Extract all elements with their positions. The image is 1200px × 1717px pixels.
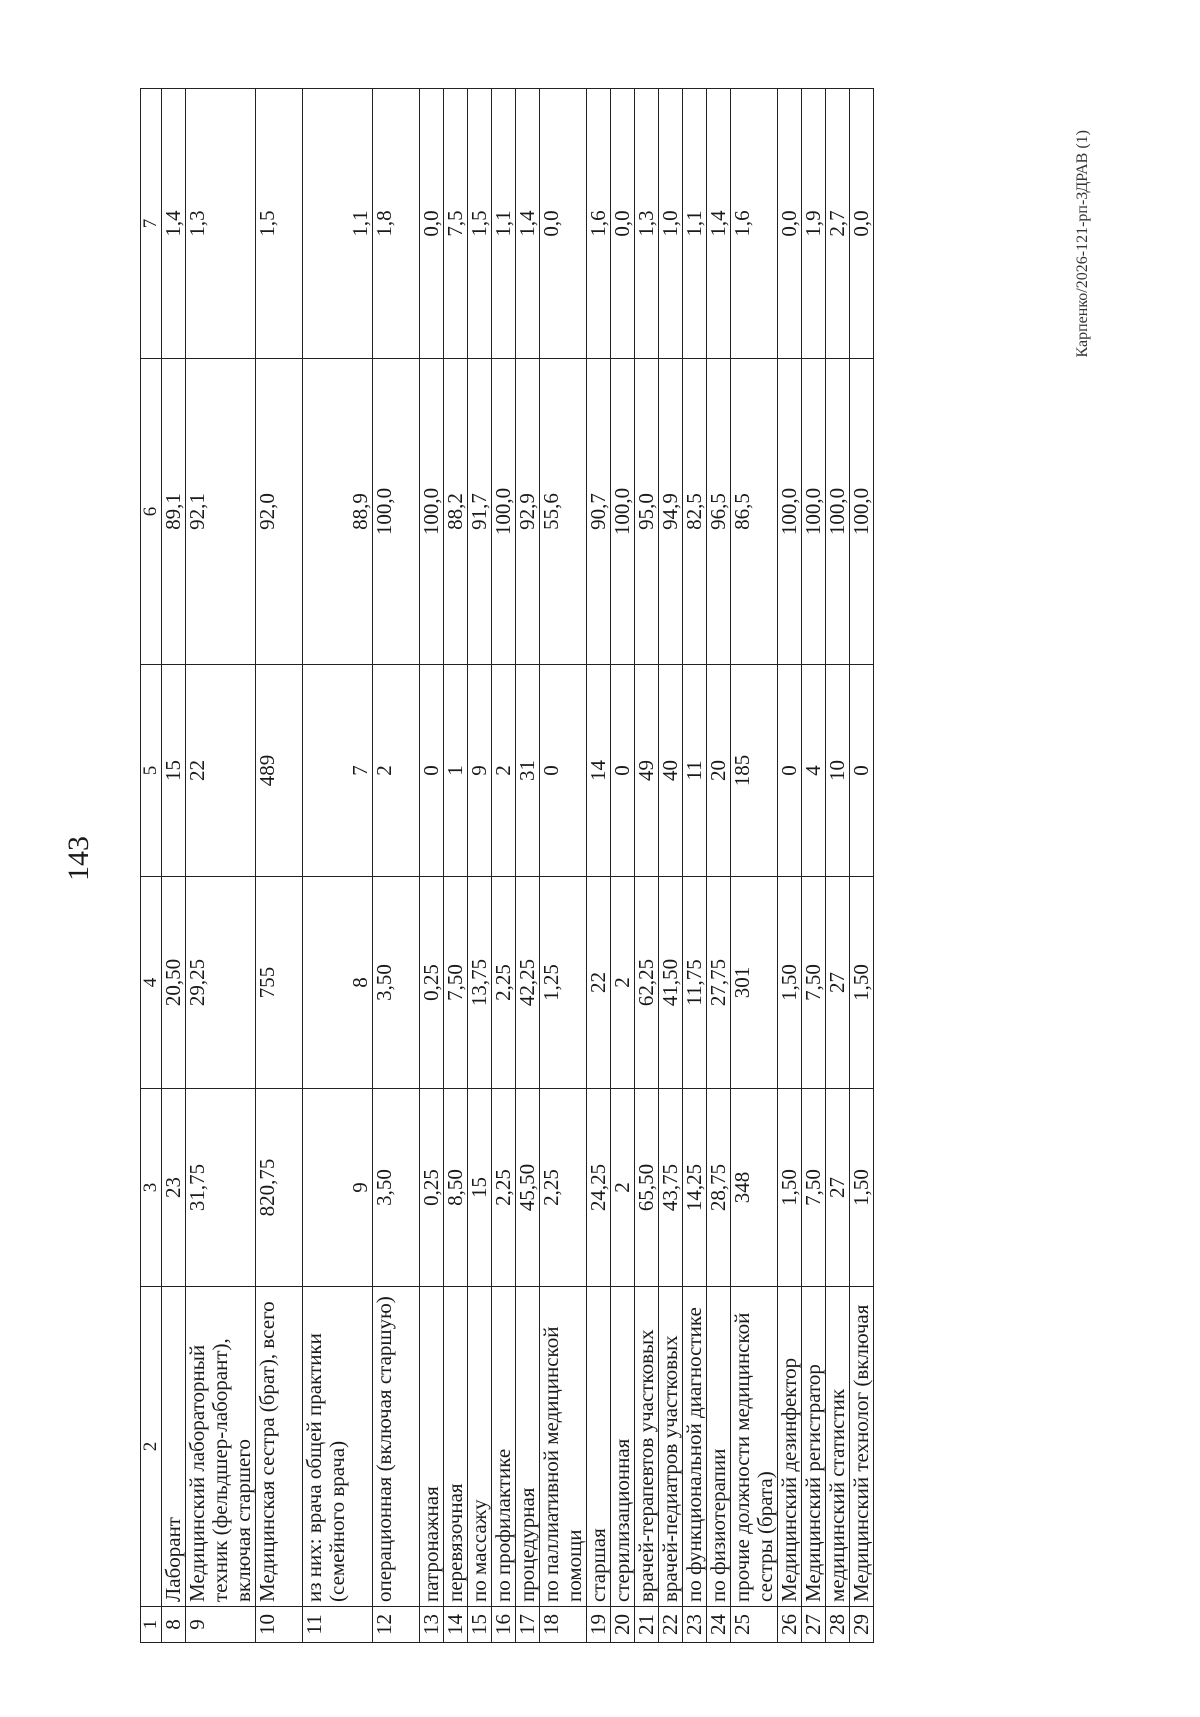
col6-value-cell: 91,7 — [468, 359, 492, 665]
col7-value-cell: 0,0 — [420, 89, 444, 359]
row-name-cell: по функциональной диагностике — [683, 1287, 707, 1607]
col7-value-cell: 1,1 — [303, 89, 373, 359]
col4-value-cell: 29,25 — [186, 877, 256, 1089]
col3-value-cell: 45,50 — [516, 1089, 540, 1287]
col6-value-cell: 86,5 — [731, 359, 778, 665]
row-name-cell: стерилизационная — [611, 1287, 635, 1607]
row-name-cell: из них: врача общей практики (семейного врача) — [303, 1287, 373, 1607]
col7-value-cell: 1,9 — [802, 89, 826, 359]
col4-value-cell: 7,50 — [444, 877, 468, 1089]
col4-value-cell: 1,25 — [540, 877, 587, 1089]
col5-value-cell: 15 — [162, 665, 186, 877]
row-number-cell: 9 — [186, 1607, 256, 1643]
row-number-cell: 19 — [587, 1607, 611, 1643]
col4-value-cell: 1,50 — [850, 877, 874, 1089]
page-number: 143 — [62, 836, 95, 881]
col5-value-cell: 9 — [468, 665, 492, 877]
col4-value-cell: 8 — [303, 877, 373, 1089]
col3-value-cell: 31,75 — [186, 1089, 256, 1287]
row-number-cell: 17 — [516, 1607, 540, 1643]
col4-value-cell: 2,25 — [492, 877, 516, 1089]
col5-value-cell: 11 — [683, 665, 707, 877]
row-number-cell: 15 — [468, 1607, 492, 1643]
row-number-cell: 12 — [373, 1607, 420, 1643]
col6-value-cell: 92,9 — [516, 359, 540, 665]
table-row — [492, 89, 516, 1643]
col6-value-cell: 100,0 — [778, 359, 802, 665]
table-row — [587, 89, 611, 1643]
table-row — [162, 89, 186, 1643]
table-row — [683, 89, 707, 1643]
table-row — [826, 89, 850, 1643]
col4-value-cell: 41,50 — [659, 877, 683, 1089]
col4-value-cell: 301 — [731, 877, 778, 1089]
col5-value-cell: 0 — [420, 665, 444, 877]
col7-value-cell: 0,0 — [611, 89, 635, 359]
table-row — [186, 89, 256, 1643]
col5-value-cell: 31 — [516, 665, 540, 877]
row-name-cell: Медицинский лабораторный техник (фельдшер-лаборант), включая старшего — [186, 1287, 256, 1607]
col4-value-cell: 0,25 — [420, 877, 444, 1089]
row-name-cell: по физиотерапии — [707, 1287, 731, 1607]
col3-value-cell: 1,50 — [850, 1089, 874, 1287]
col5-value-cell: 40 — [659, 665, 683, 877]
col3-value-cell: 15 — [468, 1089, 492, 1287]
col7-value-cell: 0,0 — [778, 89, 802, 359]
table-row — [802, 89, 826, 1643]
col5-value-cell: 489 — [256, 665, 303, 877]
col7-value-cell: 1,3 — [635, 89, 659, 359]
col7-value-cell: 1,6 — [731, 89, 778, 359]
row-number-cell: 11 — [303, 1607, 373, 1643]
row-number-cell: 10 — [256, 1607, 303, 1643]
col7-value-cell: 1,4 — [162, 89, 186, 359]
col5-value-cell: 1 — [444, 665, 468, 877]
row-number-cell: 25 — [731, 1607, 778, 1643]
col6-value-cell: 100,0 — [420, 359, 444, 665]
row-number-cell: 14 — [444, 1607, 468, 1643]
col5-value-cell: 49 — [635, 665, 659, 877]
col7-value-cell: 1,1 — [492, 89, 516, 359]
col3-value-cell: 2,25 — [492, 1089, 516, 1287]
staffing-table — [140, 88, 874, 1643]
table-row — [611, 89, 635, 1643]
table-body — [141, 89, 874, 1643]
col6-value-cell: 55,6 — [540, 359, 587, 665]
col5-value-cell: 7 — [303, 665, 373, 877]
col6-value-cell: 88,9 — [303, 359, 373, 665]
col7-value-cell: 1,5 — [468, 89, 492, 359]
table-header-row — [141, 89, 162, 1643]
col4-value-cell: 11,75 — [683, 877, 707, 1089]
row-name-cell: врачей-педиатров участковых — [659, 1287, 683, 1607]
row-name-cell: Медицинский регистратор — [802, 1287, 826, 1607]
table-row — [256, 89, 303, 1643]
col4-value-cell: 22 — [587, 877, 611, 1089]
table-row — [707, 89, 731, 1643]
col5-value-cell: 0 — [778, 665, 802, 877]
header-cell-7: 7 — [141, 89, 162, 359]
col6-value-cell: 95,0 — [635, 359, 659, 665]
col6-value-cell: 92,0 — [256, 359, 303, 665]
col3-value-cell: 8,50 — [444, 1089, 468, 1287]
col3-value-cell: 27 — [826, 1089, 850, 1287]
row-name-cell: процедурная — [516, 1287, 540, 1607]
col5-value-cell: 0 — [611, 665, 635, 877]
col3-value-cell: 0,25 — [420, 1089, 444, 1287]
table-row — [635, 89, 659, 1643]
col3-value-cell: 28,75 — [707, 1089, 731, 1287]
header-cell-4: 4 — [141, 877, 162, 1089]
col7-value-cell: 1,6 — [587, 89, 611, 359]
col4-value-cell: 7,50 — [802, 877, 826, 1089]
col7-value-cell: 7,5 — [444, 89, 468, 359]
col7-value-cell: 1,8 — [373, 89, 420, 359]
col5-value-cell: 14 — [587, 665, 611, 877]
col4-value-cell: 27,75 — [707, 877, 731, 1089]
row-name-cell: Медицинская сестра (брат), всего — [256, 1287, 303, 1607]
table-row — [850, 89, 874, 1643]
col4-value-cell: 20,50 — [162, 877, 186, 1089]
row-name-cell: Медицинский технолог (включая — [850, 1287, 874, 1607]
col7-value-cell: 1,5 — [256, 89, 303, 359]
col7-value-cell: 1,4 — [707, 89, 731, 359]
row-name-cell: старшая — [587, 1287, 611, 1607]
row-name-cell: перевязочная — [444, 1287, 468, 1607]
row-number-cell: 24 — [707, 1607, 731, 1643]
row-number-cell: 26 — [778, 1607, 802, 1643]
row-number-cell: 13 — [420, 1607, 444, 1643]
col6-value-cell: 100,0 — [802, 359, 826, 665]
row-number-cell: 18 — [540, 1607, 587, 1643]
table-row — [420, 89, 444, 1643]
row-number-cell: 22 — [659, 1607, 683, 1643]
col6-value-cell: 92,1 — [186, 359, 256, 665]
col5-value-cell: 20 — [707, 665, 731, 877]
col4-value-cell: 42,25 — [516, 877, 540, 1089]
col5-value-cell: 185 — [731, 665, 778, 877]
row-number-cell: 20 — [611, 1607, 635, 1643]
col4-value-cell: 755 — [256, 877, 303, 1089]
table-row — [540, 89, 587, 1643]
col5-value-cell: 0 — [850, 665, 874, 877]
col6-value-cell: 82,5 — [683, 359, 707, 665]
row-name-cell: прочие должности медицинской сестры (брата) — [731, 1287, 778, 1607]
col7-value-cell: 1,3 — [186, 89, 256, 359]
col3-value-cell: 1,50 — [778, 1089, 802, 1287]
col6-value-cell: 100,0 — [611, 359, 635, 665]
table-row — [516, 89, 540, 1643]
col5-value-cell: 4 — [802, 665, 826, 877]
col3-value-cell: 24,25 — [587, 1089, 611, 1287]
document-code: Карпенко/2026-121-рп-ЗДРАВ (1) — [1074, 130, 1091, 358]
row-name-cell: по профилактике — [492, 1287, 516, 1607]
row-name-cell: по массажу — [468, 1287, 492, 1607]
col5-value-cell: 2 — [492, 665, 516, 877]
col3-value-cell: 14,25 — [683, 1089, 707, 1287]
col7-value-cell: 0,0 — [850, 89, 874, 359]
row-name-cell: патронажная — [420, 1287, 444, 1607]
col5-value-cell: 22 — [186, 665, 256, 877]
row-number-cell: 23 — [683, 1607, 707, 1643]
col6-value-cell: 100,0 — [850, 359, 874, 665]
col7-value-cell: 0,0 — [540, 89, 587, 359]
col4-value-cell: 62,25 — [635, 877, 659, 1089]
col3-value-cell: 7,50 — [802, 1089, 826, 1287]
row-number-cell: 29 — [850, 1607, 874, 1643]
col5-value-cell: 2 — [373, 665, 420, 877]
col3-value-cell: 3,50 — [373, 1089, 420, 1287]
header-cell-2: 2 — [141, 1287, 162, 1607]
col5-value-cell: 0 — [540, 665, 587, 877]
row-number-cell: 8 — [162, 1607, 186, 1643]
col3-value-cell: 348 — [731, 1089, 778, 1287]
col7-value-cell: 2,7 — [826, 89, 850, 359]
col3-value-cell: 65,50 — [635, 1089, 659, 1287]
col4-value-cell: 1,50 — [778, 877, 802, 1089]
col3-value-cell: 9 — [303, 1089, 373, 1287]
header-cell-3: 3 — [141, 1089, 162, 1287]
col4-value-cell: 13,75 — [468, 877, 492, 1089]
col3-value-cell: 43,75 — [659, 1089, 683, 1287]
col6-value-cell: 96,5 — [707, 359, 731, 665]
col4-value-cell: 2 — [611, 877, 635, 1089]
col6-value-cell: 94,9 — [659, 359, 683, 665]
row-number-cell: 16 — [492, 1607, 516, 1643]
row-name-cell: медицинский статистик — [826, 1287, 850, 1607]
table-row — [373, 89, 420, 1643]
table-row — [444, 89, 468, 1643]
row-number-cell: 27 — [802, 1607, 826, 1643]
col7-value-cell: 1,4 — [516, 89, 540, 359]
col5-value-cell: 10 — [826, 665, 850, 877]
header-cell-6: 6 — [141, 359, 162, 665]
row-name-cell: Лаборант — [162, 1287, 186, 1607]
header-cell-1: 1 — [141, 1607, 162, 1643]
col6-value-cell: 88,2 — [444, 359, 468, 665]
table-row — [778, 89, 802, 1643]
col6-value-cell: 100,0 — [492, 359, 516, 665]
col6-value-cell: 100,0 — [826, 359, 850, 665]
header-cell-5: 5 — [141, 665, 162, 877]
table-row — [731, 89, 778, 1643]
col4-value-cell: 27 — [826, 877, 850, 1089]
col3-value-cell: 23 — [162, 1089, 186, 1287]
table-container — [140, 89, 874, 1643]
table-row — [659, 89, 683, 1643]
row-number-cell: 28 — [826, 1607, 850, 1643]
col6-value-cell: 90,7 — [587, 359, 611, 665]
col7-value-cell: 1,1 — [683, 89, 707, 359]
row-number-cell: 21 — [635, 1607, 659, 1643]
table-row — [303, 89, 373, 1643]
row-name-cell: по паллиативной медицинской помощи — [540, 1287, 587, 1607]
col3-value-cell: 2,25 — [540, 1089, 587, 1287]
row-name-cell: Медицинский дезинфектор — [778, 1287, 802, 1607]
col3-value-cell: 820,75 — [256, 1089, 303, 1287]
col6-value-cell: 100,0 — [373, 359, 420, 665]
col6-value-cell: 89,1 — [162, 359, 186, 665]
col3-value-cell: 2 — [611, 1089, 635, 1287]
table-row — [468, 89, 492, 1643]
col7-value-cell: 1,0 — [659, 89, 683, 359]
row-name-cell: операционная (включая старшую) — [373, 1287, 420, 1607]
col4-value-cell: 3,50 — [373, 877, 420, 1089]
row-name-cell: врачей-терапевтов участковых — [635, 1287, 659, 1607]
